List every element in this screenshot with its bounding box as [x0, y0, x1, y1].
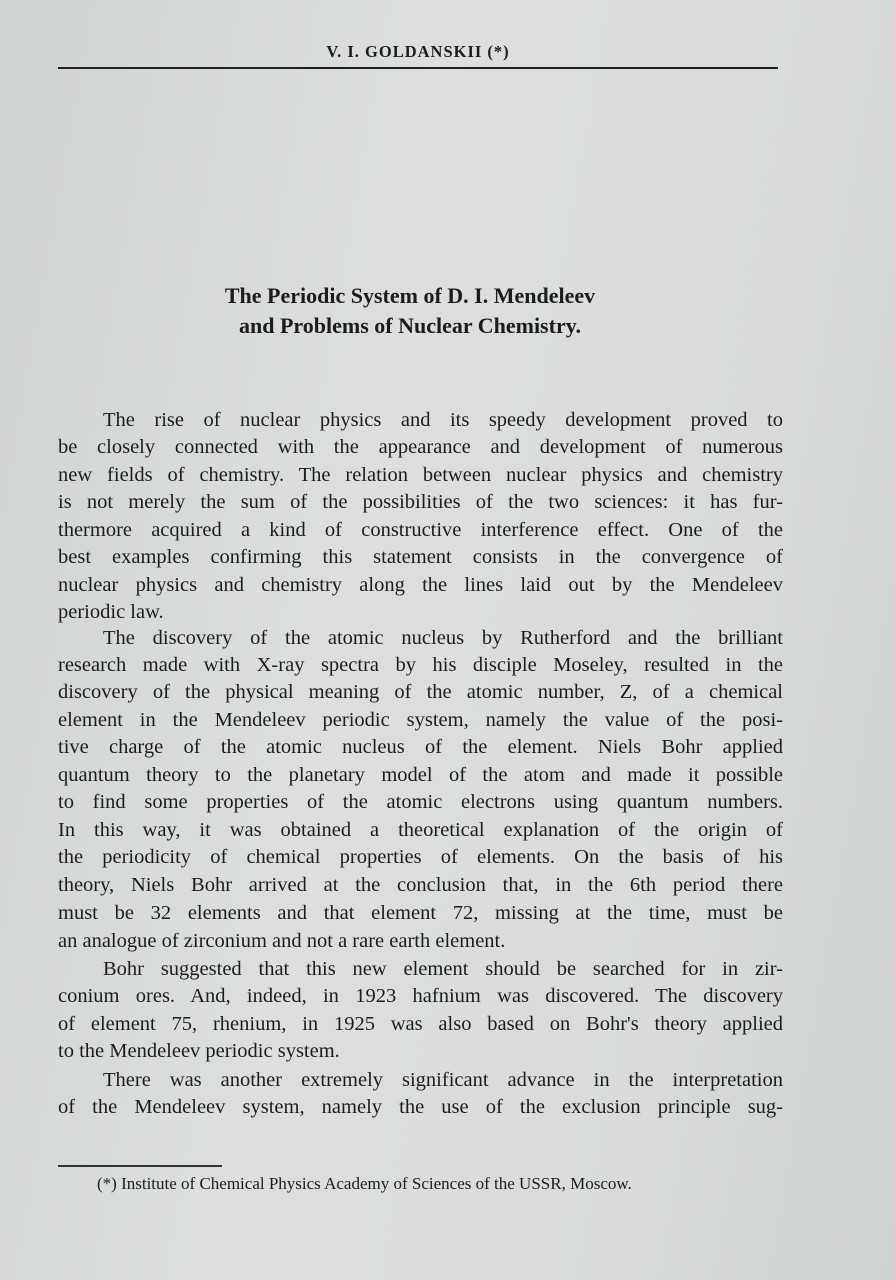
footnote: (*) Institute of Chemical Physics Academy of Sciences of the USSR, Moscow. [97, 1174, 632, 1193]
body-line: tive charge of the atomic nucleus of the element. Niels Bohr applied [58, 736, 783, 758]
body-line: The rise of nuclear physics and its speedy development proved to [103, 409, 783, 431]
body-line: of element 75, rhenium, in 1925 was also based on Bohr's theory applied [58, 1013, 783, 1035]
running-head: V. I. GOLDANSKII (*) [326, 42, 510, 61]
body-line: be closely connected with the appearance and development of numerous [58, 436, 783, 458]
body-line: to find some properties of the atomic electrons using quantum numbers. [58, 791, 783, 813]
body-line: to the Mendeleev periodic system. [58, 1040, 340, 1062]
body-line: quantum theory to the planetary model of the atom and made it possible [58, 764, 783, 786]
body-line: must be 32 elements and that element 72, missing at the time, must be [58, 902, 783, 924]
body-line: The discovery of the atomic nucleus by Rutherford and the brilliant [103, 627, 783, 649]
body-line: discovery of the physical meaning of the atomic number, Z, of a chemical [58, 681, 783, 703]
body-line: best examples confirming this statement consists in the convergence of [58, 546, 783, 568]
body-line: periodic law. [58, 601, 164, 623]
footnote-rule [58, 1165, 222, 1167]
body-line: an analogue of zirconium and not a rare earth element. [58, 930, 506, 952]
body-line: In this way, it was obtained a theoretical explanation of the origin of [58, 819, 783, 841]
body-line: nuclear physics and chemistry along the lines laid out by the Mendeleev [58, 574, 783, 596]
body-line: Bohr suggested that this new element should be searched for in zir- [103, 958, 783, 980]
article-title-line-2: and Problems of Nuclear Chemistry. [239, 313, 581, 338]
body-line: There was another extremely significant advance in the interpretation [103, 1069, 783, 1091]
header-rule [58, 67, 778, 69]
body-line: of the Mendeleev system, namely the use of the exclusion principle sug- [58, 1096, 783, 1118]
article-title-line-1: The Periodic System of D. I. Mendeleev [224, 283, 596, 308]
body-line: theory, Niels Bohr arrived at the conclusion that, in the 6th period there [58, 874, 783, 896]
body-line: thermore acquired a kind of constructive interference effect. One of the [58, 519, 783, 541]
body-line: is not merely the sum of the possibilities of the two sciences: it has fur- [58, 491, 783, 513]
body-line: conium ores. And, indeed, in 1923 hafnium was discovered. The discovery [58, 985, 783, 1007]
body-line: the periodicity of chemical properties of elements. On the basis of his [58, 846, 783, 868]
body-line: element in the Mendeleev periodic system, namely the value of the posi- [58, 709, 783, 731]
body-line: new fields of chemistry. The relation between nuclear physics and chemistry [58, 464, 783, 486]
body-line: research made with X-ray spectra by his disciple Moseley, resulted in the [58, 654, 783, 676]
